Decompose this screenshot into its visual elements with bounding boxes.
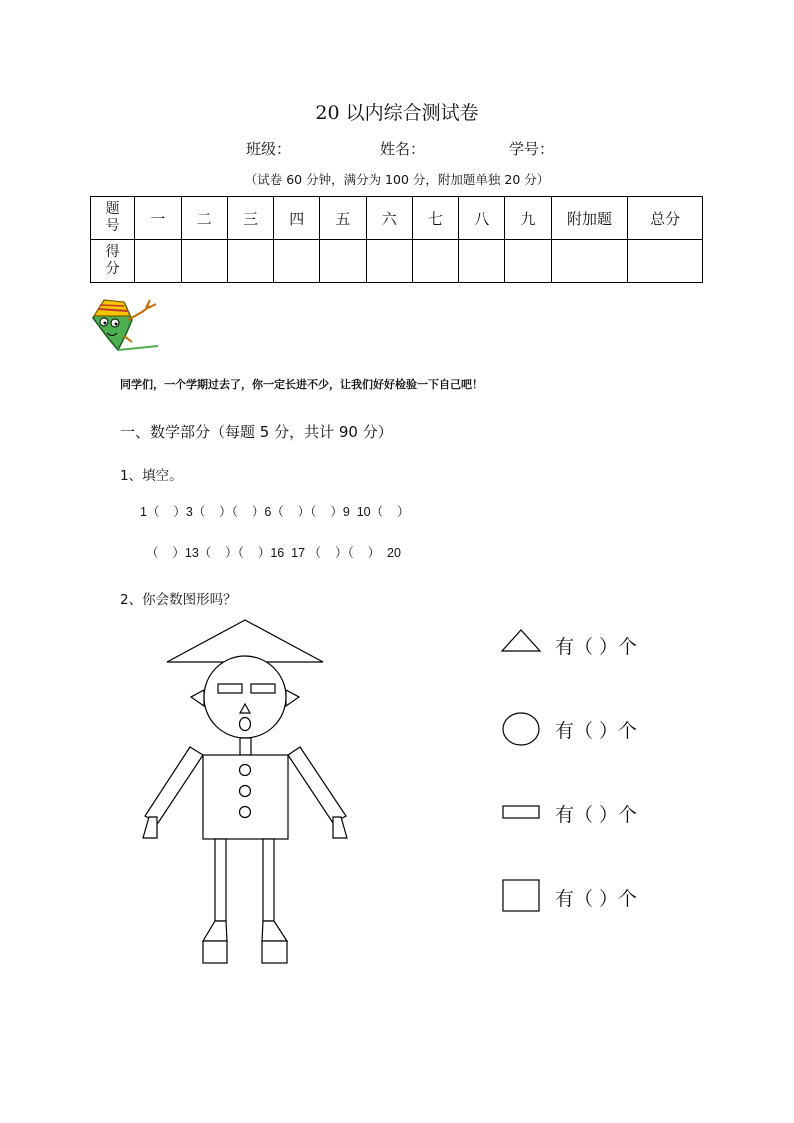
rectangle-count: 有（ ）个 xyxy=(555,804,638,826)
page-title: 20 以内综合测试卷 xyxy=(315,102,479,124)
pencil-mascot-icon xyxy=(93,300,158,350)
left-eye-rectangle xyxy=(218,684,242,693)
right-arm-rectangle xyxy=(288,747,346,823)
col-header: 总分 xyxy=(628,197,703,240)
left-ear-triangle xyxy=(191,690,204,706)
col-header: 六 xyxy=(366,197,412,240)
exam-note: （试卷 60 分钟，满分为 100 分，附加题单独 20 分） xyxy=(244,172,550,187)
right-hand-triangle xyxy=(333,817,347,838)
triangle-count: 有（ ）个 xyxy=(555,636,638,658)
col-header: 八 xyxy=(459,197,505,240)
col-header: 一 xyxy=(135,197,181,240)
button-circle xyxy=(240,765,251,776)
col-header: 附加题 xyxy=(551,197,628,240)
col-header: 五 xyxy=(320,197,366,240)
left-arm-rectangle xyxy=(145,747,203,823)
greeting-text: 同学们，一个学期过去了，你一定长进不少，让我们好好检验一下自己吧！ xyxy=(120,378,483,391)
col-header: 四 xyxy=(274,197,320,240)
square-icon xyxy=(503,880,539,911)
right-leg-rectangle xyxy=(263,839,274,921)
left-foot-triangle xyxy=(203,921,227,941)
right-ear-triangle xyxy=(286,690,299,706)
student-id-label: 学号： xyxy=(509,140,555,158)
question-1-title: 1、填空。 xyxy=(120,468,183,484)
right-foot-triangle xyxy=(262,921,287,941)
col-header: 九 xyxy=(505,197,551,240)
name-label: 姓名： xyxy=(380,140,426,158)
neck-rectangle xyxy=(240,738,251,755)
col-header: 七 xyxy=(412,197,458,240)
right-foot-square xyxy=(262,941,287,963)
mouth-circle xyxy=(240,718,251,731)
question-2-title: 2、你会数图形吗？ xyxy=(120,592,237,608)
left-foot-square xyxy=(203,941,227,963)
section-title: 一、数学部分（每题 5 分，共计 90 分） xyxy=(120,423,393,441)
left-leg-rectangle xyxy=(215,839,226,921)
button-circle xyxy=(240,786,251,797)
row-header-question: 题 号 xyxy=(91,197,135,240)
row-header-score: 得 分 xyxy=(91,240,135,283)
class-label: 班级： xyxy=(246,140,292,158)
right-eye-rectangle xyxy=(251,684,275,693)
rectangle-icon xyxy=(503,806,539,818)
square-count: 有（ ）个 xyxy=(555,888,638,910)
col-header: 三 xyxy=(227,197,273,240)
circle-count: 有（ ）个 xyxy=(555,720,638,742)
circle-icon xyxy=(503,713,539,745)
button-circle xyxy=(240,807,251,818)
left-hand-triangle xyxy=(143,817,157,838)
col-header: 二 xyxy=(181,197,227,240)
number-sequence-2: （ ）13（ ）（ ）16 17 （ ）（ ） 20 xyxy=(146,546,401,560)
triangle-icon xyxy=(502,630,540,651)
number-sequence-1: 1（ ）3（ ）（ ）6（ ）（ ）9 10（ ） xyxy=(140,505,410,519)
